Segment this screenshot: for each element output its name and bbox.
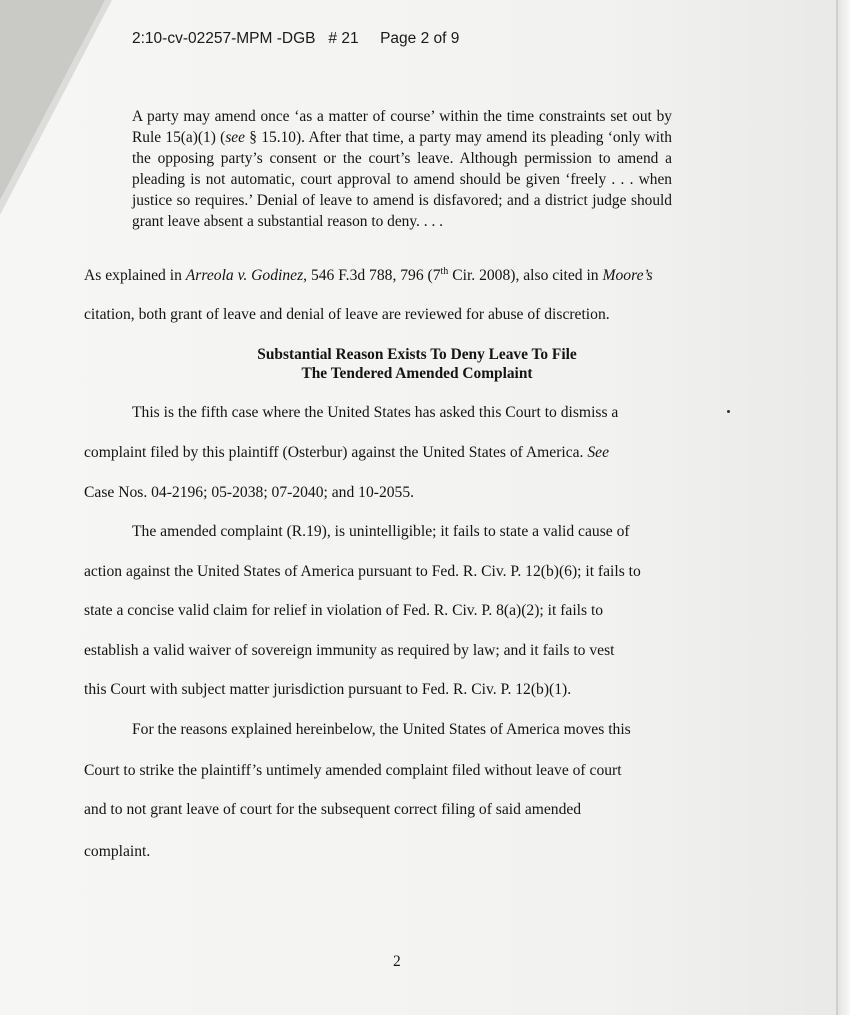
quote-text: § 15.10). After that time, a party may amend its pleading ‘only with the opposing party’s consent or the court’s leave. Although permission to amend a pleading is not automatic, court approval to amend should be given ‘freely . . . when justice so requires.’ Denial of leave to amend is disfavored; and a district judge should grant leave absent a substantial reason to deny. . . . bbox=[132, 129, 672, 230]
page-edge bbox=[838, 0, 850, 1015]
case-header: 2:10-cv-02257-MPM -DGB # 21 Page 2 of 9 bbox=[132, 30, 460, 47]
para3-line: The amended complaint (R.19), is unintelligible; it fails to state a valid cause of bbox=[132, 523, 630, 540]
page-edge-line bbox=[836, 0, 838, 1015]
section-heading bbox=[84, 345, 750, 383]
para1-line1 bbox=[84, 266, 653, 285]
text: , 546 F.3d 788, 796 (7 bbox=[303, 267, 441, 285]
para3-line: establish a valid waiver of sovereign immunity as required by law; and it fails to vest bbox=[84, 642, 615, 659]
para3-line: state a concise valid claim for relief in violation of Fed. R. Civ. P. 8(a)(2); it fails to bbox=[84, 602, 604, 619]
para2-line3: Case Nos. 04-2196; 05-2038; 07-2040; and 10-2055. bbox=[84, 484, 415, 501]
quote-text: A party may amend once ‘as a matter of course’ within the time constraints bbox=[132, 108, 606, 125]
superscript: th bbox=[440, 266, 449, 277]
quote-text: set out by Rule 15(a)(1) ( bbox=[132, 108, 672, 146]
heading-line1: Substantial Reason Exists To Deny Leave To File bbox=[257, 346, 577, 363]
para3-line: action against the United States of America pursuant to Fed. R. Civ. P. 12(b)(6); it fails to bbox=[84, 563, 641, 580]
para4-line: For the reasons explained hereinbelow, the United States of America moves this bbox=[132, 721, 631, 738]
case-name: Arreola v. Godinez bbox=[185, 267, 304, 285]
para4-line: complaint. bbox=[84, 843, 151, 860]
para4-line: Court to strike the plaintiff’s untimely amended complaint filed without leave of court bbox=[84, 762, 622, 779]
para4-line: and to not grant leave of court for the subsequent correct filing of said amended bbox=[84, 801, 582, 818]
page-number: 2 bbox=[393, 953, 401, 970]
heading-line2: The Tendered Amended Complaint bbox=[301, 365, 533, 382]
para2-line1: This is the fifth case where the United States has asked this Court to dismiss a bbox=[132, 404, 619, 421]
see-signal: See bbox=[587, 444, 609, 461]
text: Cir. 2008), also cited in bbox=[448, 267, 603, 285]
text: complaint filed by this plaintiff (Osterbur) against the United States of America. bbox=[84, 444, 588, 461]
para1-line2: citation, both grant of leave and denial of leave are reviewed for abuse of discretion. bbox=[84, 306, 610, 323]
speck bbox=[727, 410, 730, 413]
block-quote bbox=[132, 106, 672, 232]
moore-citation: Moore’s bbox=[602, 267, 653, 285]
para2-line2 bbox=[84, 444, 609, 462]
page-fold-corner bbox=[0, 0, 105, 200]
text: As explained in bbox=[84, 267, 186, 285]
quote-see: see bbox=[225, 129, 245, 146]
para3-line: this Court with subject matter jurisdiction pursuant to Fed. R. Civ. P. 12(b)(1). bbox=[84, 681, 572, 698]
